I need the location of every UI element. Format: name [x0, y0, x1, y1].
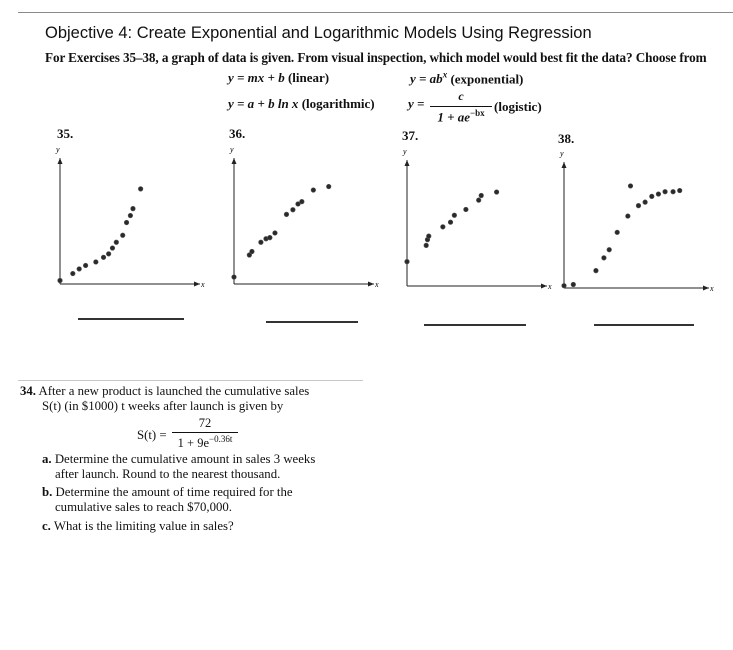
problem-34-line1: After a new product is launched the cumulative sales: [38, 384, 310, 398]
data-point: [114, 240, 119, 245]
data-point: [405, 259, 410, 264]
graph-37: [395, 142, 555, 302]
top-rule: [18, 12, 733, 13]
formula-lhs: S(t) =: [137, 428, 167, 442]
data-point: [615, 230, 620, 235]
data-point: [83, 263, 88, 268]
data-point: [131, 206, 136, 211]
exercise-37-number: 37.: [402, 128, 419, 143]
section-divider: [18, 380, 363, 381]
y-axis-label: y: [560, 149, 564, 158]
data-point: [607, 247, 612, 252]
model-linear: [228, 70, 329, 86]
graph-36: [222, 140, 382, 300]
model-exponential-formula: $y = ab^x$: [410, 70, 448, 87]
data-point: [300, 199, 305, 204]
data-point: [677, 188, 682, 193]
data-point: [562, 283, 567, 288]
data-point: [464, 207, 469, 212]
answer-line-38[interactable]: [594, 324, 694, 326]
x-axis-arrow: [541, 284, 547, 289]
exercise-38-number: 38.: [558, 131, 575, 146]
data-point: [494, 190, 499, 195]
y-axis-arrow: [562, 162, 567, 168]
logistic-denominator: $1 + ae^{-bx}$: [437, 108, 485, 125]
data-point: [311, 188, 316, 193]
data-point: [636, 203, 641, 208]
y-axis-label: y: [403, 147, 407, 156]
graph-35: [48, 140, 208, 300]
model-exponential: [410, 70, 523, 87]
data-point: [71, 271, 76, 276]
data-point: [273, 231, 278, 236]
data-point: [101, 255, 106, 260]
data-point: [124, 220, 129, 225]
data-point: [232, 275, 237, 280]
problem-34b: b. Determine the amount of time required for the: [42, 485, 293, 499]
x-axis-label: x: [548, 282, 552, 291]
data-point: [594, 268, 599, 273]
data-point: [663, 189, 668, 194]
problem-34b-line2: cumulative sales to reach $70,000.: [55, 500, 232, 514]
x-axis-label: x: [710, 284, 714, 293]
problem-34-line2: S(t) (in $1000) t weeks after launch is given by: [42, 399, 284, 413]
answer-line-36[interactable]: [266, 321, 358, 323]
page-title: Objective 4: Create Exponential and Logarithmic Models Using Regression: [45, 24, 592, 42]
logistic-numerator: c: [458, 89, 464, 103]
model-logarithmic: [228, 96, 375, 112]
data-point: [476, 198, 481, 203]
data-point: [656, 192, 661, 197]
answer-line-37[interactable]: [424, 324, 526, 326]
data-point: [259, 240, 264, 245]
x-axis-arrow: [194, 282, 200, 287]
data-point: [643, 200, 648, 205]
data-point: [448, 220, 453, 225]
problem-34-intro: [20, 384, 309, 399]
problem-34a-line2: after launch. Round to the nearest thousand.: [55, 467, 281, 481]
data-point: [326, 184, 331, 189]
exercise-35-number: 35.: [57, 126, 74, 141]
data-point: [626, 214, 631, 219]
exercise-36-number: 36.: [229, 126, 246, 141]
problem-34a: a. Determine the cumulative amount in sales 3 weeks: [42, 452, 316, 466]
x-axis-label: x: [201, 280, 205, 289]
y-axis-arrow: [58, 158, 63, 164]
sales-formula-bar: [172, 432, 238, 433]
sales-formula-numerator: 72: [198, 416, 212, 430]
sales-formula-fraction: [172, 416, 238, 451]
data-point: [106, 252, 111, 257]
model-linear-label: (linear): [287, 70, 330, 85]
sales-formula-denominator: $1 + 9e^{-0.36t}$: [177, 434, 233, 451]
data-point: [128, 213, 133, 218]
y-axis-arrow: [232, 158, 237, 164]
data-point: [138, 187, 143, 192]
fraction-bar: [430, 106, 492, 107]
data-point: [284, 212, 289, 217]
problem-34-number: 34.: [20, 384, 36, 398]
data-point: [291, 207, 296, 212]
data-point: [452, 213, 457, 218]
data-point: [424, 243, 429, 248]
x-axis-arrow: [703, 286, 709, 291]
instructions: For Exercises 35–38, a graph of data is given. From visual inspection, which model would best fit the data? Choose from: [45, 50, 707, 65]
data-point: [58, 278, 63, 283]
model-logistic-label: (logistic): [494, 99, 542, 114]
model-exponential-label: (exponential): [450, 71, 524, 87]
model-logarithmic-formula: y = a + b ln x: [228, 96, 299, 111]
y-axis-label: y: [56, 145, 60, 154]
data-point: [649, 194, 654, 199]
model-logistic-fraction: [430, 89, 492, 125]
data-point: [628, 184, 633, 189]
x-axis-label: x: [375, 280, 379, 289]
data-point: [479, 193, 484, 198]
data-point: [671, 189, 676, 194]
data-point: [110, 246, 115, 251]
graph-38: [552, 144, 717, 304]
data-point: [571, 282, 576, 287]
problem-34c: c. What is the limiting value in sales?: [42, 519, 234, 533]
data-point: [426, 234, 431, 239]
x-axis-arrow: [368, 282, 374, 287]
data-point: [268, 235, 273, 240]
data-point: [441, 225, 446, 230]
data-point: [250, 249, 255, 254]
y-axis-arrow: [405, 160, 410, 166]
model-logistic-lhs: y =: [408, 96, 425, 111]
answer-line-35[interactable]: [78, 318, 184, 320]
data-point: [602, 256, 607, 261]
model-logarithmic-label: (logarithmic): [301, 96, 375, 111]
data-point: [94, 260, 99, 265]
y-axis-label: y: [230, 145, 234, 154]
model-linear-formula: y = mx + b: [228, 70, 285, 85]
data-point: [120, 233, 125, 238]
data-point: [77, 267, 82, 272]
